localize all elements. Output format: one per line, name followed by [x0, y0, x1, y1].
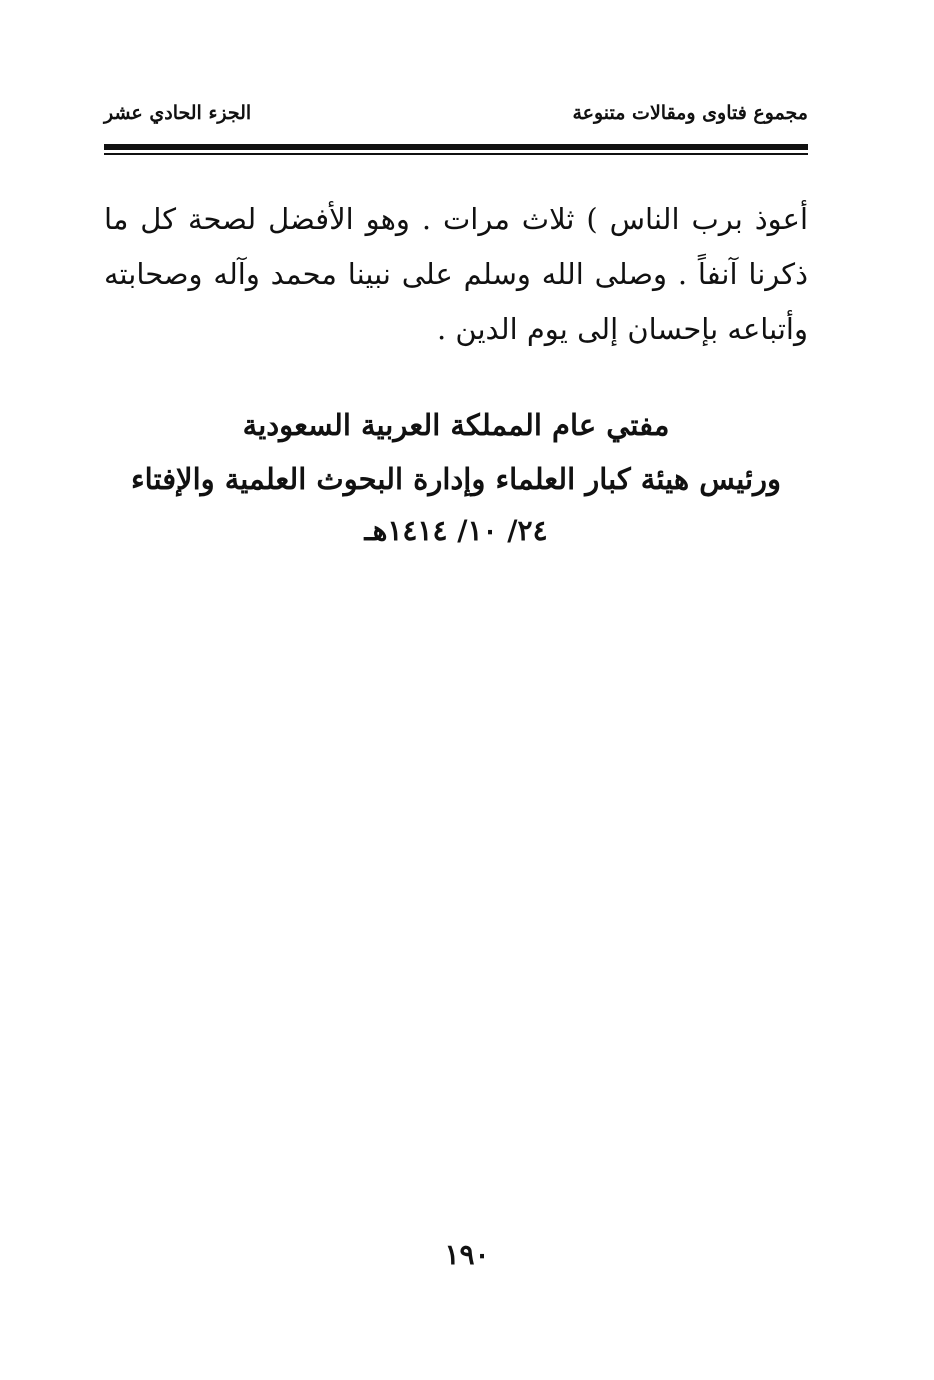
signature-subtitle: ورئيس هيئة كبار العلماء وإدارة البحوث العلمية والإفتاء	[130, 462, 782, 496]
signature-date: ٢٤/ ١٠/ ١٤١٤هـ	[364, 514, 548, 547]
body-line-3: وأتباعه بإحسان إلى يوم الدين .	[436, 312, 808, 346]
running-header	[104, 100, 808, 134]
body-line-1: أعوذ برب الناس ) ثلاث مرات . وهو الأفضل لصحة كل ما	[104, 202, 808, 236]
body-line-2: ذكرنا آنفاً . وصلى الله وسلم على نبينا محمد وآله وصحابته	[104, 257, 808, 291]
page-number: ١٩٠	[444, 1238, 490, 1271]
book-title: مجموع فتاوى ومقالات متنوعة	[572, 102, 808, 124]
volume-label: الجزء الحادي عشر	[104, 102, 252, 124]
header-rule-thin	[104, 153, 808, 155]
signature-title: مفتي عام المملكة العربية السعودية	[242, 408, 670, 442]
signature-block	[104, 398, 808, 556]
body-paragraph	[104, 192, 808, 357]
header-rule-thick	[104, 144, 808, 150]
